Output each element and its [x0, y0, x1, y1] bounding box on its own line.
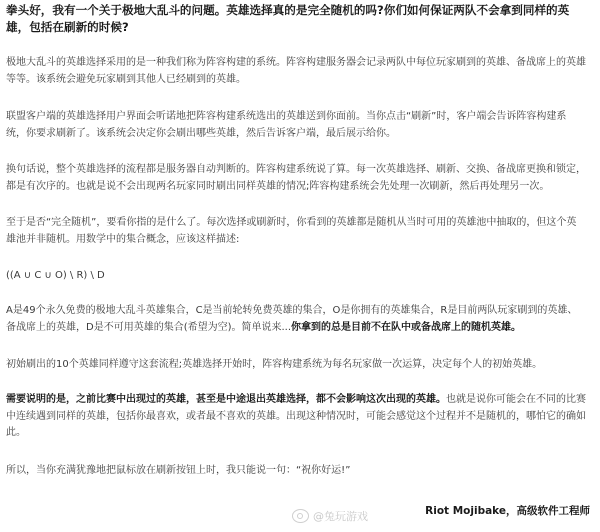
answer-paragraph-6: 初始刷出的10个英雄同样遵守这套流程;英雄选择开始时，阵容构建系统为每名玩家做一次运算，决定每个人的初始英雄。 [6, 359, 543, 370]
answer-paragraph-7 [6, 392, 586, 442]
weibo-logo-icon [292, 509, 309, 523]
previous-match-note-text: 也就是说你可能会在不同的比赛中连续遇到同样的英雄，包括你最喜欢，或者最不喜欢的英雄。出现这种情况时，可能会感觉这个过程并不是随机的，哪怕它的确如此。 [6, 394, 586, 439]
answer-paragraph-3: 换句话说，整个英雄选择的流程都是服务器自动判断的。阵容构建系统说了算。每一次英雄选择、刷新、交换、备战席更换和锁定，都是有次序的。也就是说不会出现两名玩家同时刷出同样英雄的情况;阵容构建系统会先处理一次刷新，然后再处理另一次。 [6, 164, 586, 192]
watermark-text: @兔玩游戏 [313, 510, 368, 523]
watermark [292, 508, 368, 524]
answer-paragraph-2: 联盟客户端的英雄选择用户界面会听诺地把阵容构建系统选出的英雄送到你面前。当你点击“刷新”时，客户端会告诉阵容构建系统，你要求刷新了。该系统会决定你会刷出哪些英雄，然后告诉客户端，最后展示给你。 [6, 111, 567, 139]
question-heading: 拳头好，我有一个关于极地大乱斗的问题。英雄选择真的是完全随机的吗?你们如何保证两队不会拿到同样的英雄，包括在刷新的时候? [6, 3, 570, 34]
author-signature: Riot Mojibake，高级软件工程师 [425, 505, 590, 517]
answer-paragraph-1: 极地大乱斗的英雄选择采用的是一种我们称为阵容构建的系统。阵容构建服务器会记录两队中每位玩家刷到的英雄、备战席上的英雄等等。该系统会避免玩家刷到其他人已经刷到的英雄。 [6, 57, 586, 85]
set-formula: ((A ∪ C ∪ O) \ R) \ D [6, 270, 105, 281]
set-conclusion-bold: 你拿到的总是目前不在队中或备战席上的随机英雄。 [291, 321, 522, 333]
previous-match-note-bold: 需要说明的是，之前比赛中出现过的英雄，甚至是中途退出英雄选择，都不会影响这次出现的英雄。 [6, 394, 446, 405]
answer-paragraph-8: 所以，当你充满犹豫地把鼠标放在刷新按钮上时，我只能说一句：“祝你好运!” [6, 465, 351, 476]
answer-paragraph-5 [6, 303, 586, 336]
set-definitions-text: A是49个永久免费的极地大乱斗英雄集合，C是当前轮转免费英雄的集合，O是你拥有的英雄集合，R是目前两队玩家刷到的英雄、备战席上的英雄，D是不可用英雄的集合(希望为空)。简单说来... [6, 305, 578, 333]
answer-paragraph-4: 至于是否“完全随机”，要看你指的是什么了。每次选择或刷新时，你看到的英雄都是随机从当时可用的英雄池中抽取的，但这个英雄池并非随机。用数学中的集合概念，应该这样描述: [6, 217, 577, 245]
